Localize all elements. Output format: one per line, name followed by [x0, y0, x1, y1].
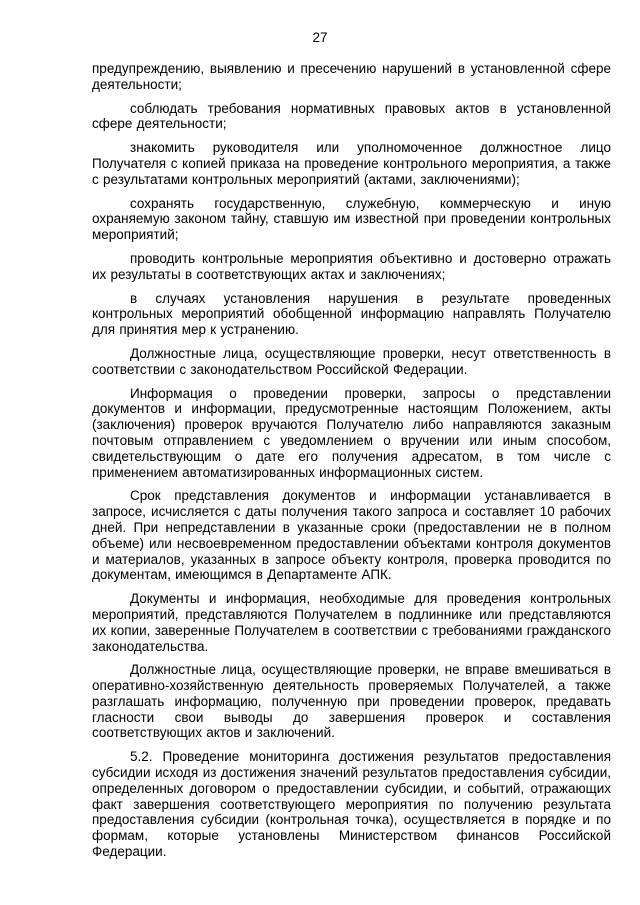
paragraph: сохранять государственную, служебную, коммерческую и иную охраняемую законом тайну, ставшую им известной при проведении контрольных мероприятий; [92, 195, 611, 243]
paragraph: 5.2. Проведение мониторинга достижения результатов предоставления субсидии исходя из достижения значений результатов предоставления субсидии, определенных договором о предоставлении субсидии, и событий, отражающих факт завершения соответствующего мероприятия по получению результата предоставления субсидии (контрольная точка), осуществляется в порядке и по формам, которые установлены Министерством финансов Российской Федерации. [92, 749, 611, 860]
paragraph: Должностные лица, осуществляющие проверки, несут ответственность в соответствии с законодательством Российской Федерации. [92, 345, 611, 377]
paragraph: Документы и информация, необходимые для проведения контрольных мероприятий, представляются Получателем в подлиннике или представляются их копии, заверенные Получателем в соответствии с требованиями гражданского законодательства. [92, 591, 611, 654]
paragraph: Срок представления документов и информации устанавливается в запросе, исчисляется с даты получения такого запроса и составляет 10 рабочих дней. При непредставлении в указанные сроки (предоставлении не в полном объеме) или несвоевременном предоставлении объектами контроля документов и материалов, указанных в запросе объекту контроля, проверка проводится по документам, имеющимся в Департаменте АПК. [92, 488, 611, 583]
paragraph: Должностные лица, осуществляющие проверки, не вправе вмешиваться в оперативно-хозяйственную деятельность проверяемых Получателей, а также разглашать информацию, полученную при проведении проверок, предавать гласности свои выводы до завершения проверок и составления соответствующих актов и заключений. [92, 662, 611, 741]
paragraph: в случаях установления нарушения в результате проведенных контрольных мероприятий обобщенной информацию направлять Получателю для принятия мер к устранению. [92, 290, 611, 338]
page-number: 27 [312, 30, 328, 45]
paragraph: знакомить руководителя или уполномоченное должностное лицо Получателя с копией приказа на проведение контрольного мероприятия, а также с результатами контрольных мероприятий (актами, заключениями); [92, 140, 611, 187]
paragraph: предупреждению, выявлению и пресечению нарушений в установленной сфере деятельности; [92, 61, 611, 92]
paragraph: соблюдать требования нормативных правовых актов в установленной сфере деятельности; [92, 100, 611, 132]
paragraph: проводить контрольные мероприятия объективно и достоверно отражать их результаты в соответствующих актах и заключениях; [92, 250, 611, 282]
document-body [92, 61, 611, 868]
paragraph: Информация о проведении проверки, запросы о представлении документов и информации, предусмотренные настоящим Положением, акты (заключения) проверок вручаются Получателю либо направляются заказным почтовым отправлением с уведомлением о вручении или иным способом, свидетельствующим о дате его получения адресатом, в том числе с применением автоматизированных информационных систем. [92, 385, 611, 480]
